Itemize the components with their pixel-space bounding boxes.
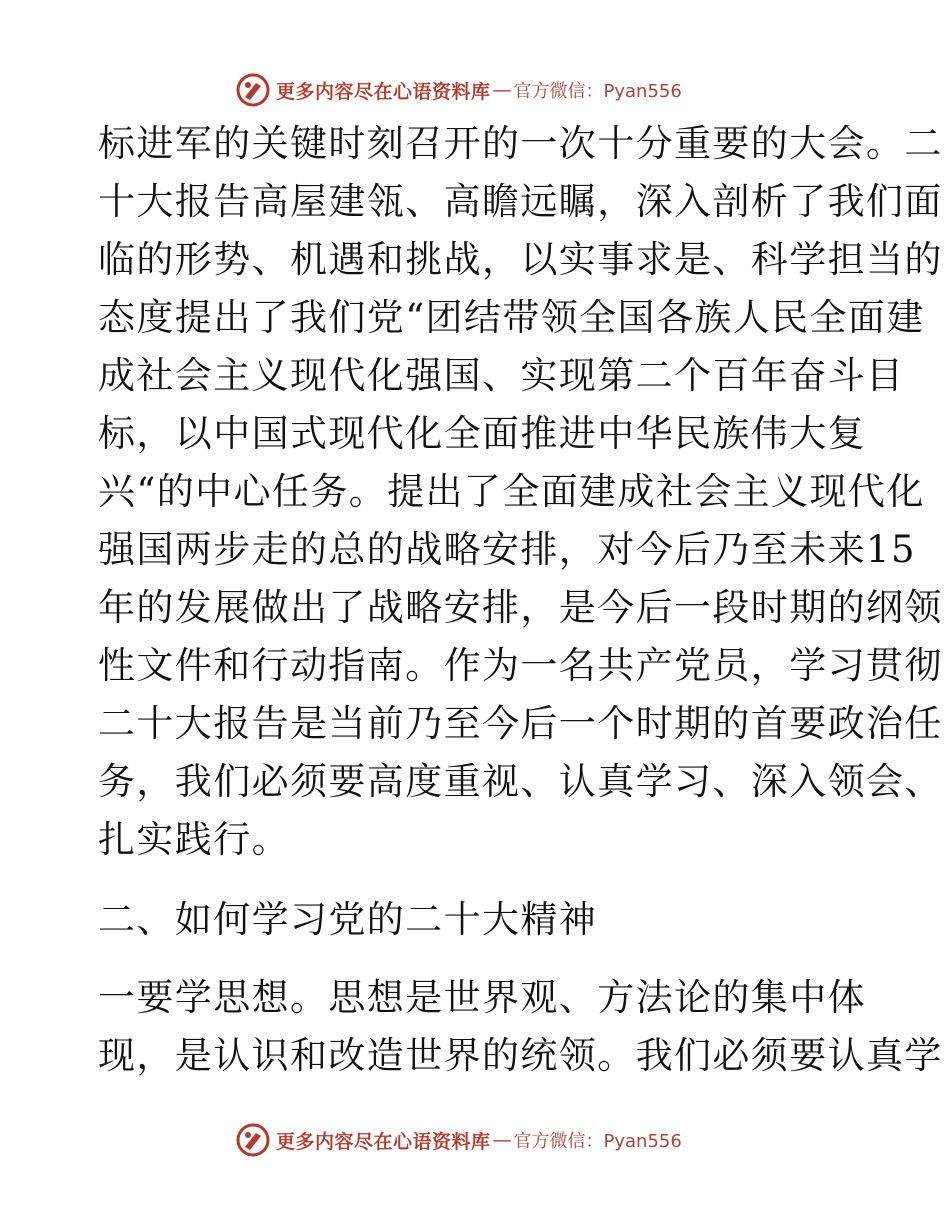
footer-separator: — <box>492 1129 512 1151</box>
para2-line-1: 一要学思想。思想是世界观、方法论的集中体 <box>98 976 866 1019</box>
body-line-10: 性文件和行动指南。作为一名共产党员，学习贯彻 <box>98 644 943 687</box>
header-separator: — <box>492 79 512 101</box>
brand-logo-icon <box>236 73 270 107</box>
body-line-13: 扎实践行。 <box>98 818 290 861</box>
body-line-7: 兴“的中心任务。提出了全面建成社会主义现代化 <box>98 470 925 513</box>
body-line-8: 强国两步走的总的战略安排，对今后乃至未来15 <box>98 528 916 571</box>
body-line-5: 成社会主义现代化强国、实现第二个百年奋斗目 <box>98 354 905 397</box>
footer-brand-text: 更多内容尽在心语资料库 <box>276 1130 491 1153</box>
header-wechat-id: 官方微信：Pyan556 <box>513 81 682 102</box>
brand-logo-icon <box>236 1123 270 1157</box>
header-watermark <box>236 72 682 108</box>
body-line-3: 临的形势、机遇和挑战，以实事求是、科学担当的 <box>98 238 943 281</box>
footer-wechat-id: 官方微信：Pyan556 <box>513 1131 682 1152</box>
header-brand-text: 更多内容尽在心语资料库 <box>276 80 491 103</box>
para2-line-2: 现，是认识和改造世界的统领。我们必须要认真学 <box>98 1034 943 1077</box>
section-heading: 二、如何学习党的二十大精神 <box>98 898 598 941</box>
body-line-9: 年的发展做出了战略安排，是今后一段时期的纲领 <box>98 586 943 629</box>
body-line-11: 二十大报告是当前乃至今后一个时期的首要政治任 <box>98 702 943 745</box>
footer-watermark <box>236 1122 682 1158</box>
body-line-6: 标，以中国式现代化全面推进中华民族伟大复 <box>98 412 866 455</box>
body-line-4: 态度提出了我们党“团结带领全国各族人民全面建 <box>98 296 925 339</box>
body-line-1: 标进军的关键时刻召开的一次十分重要的大会。二 <box>98 122 943 165</box>
body-line-12: 务，我们必须要高度重视、认真学习、深入领会、 <box>98 760 943 803</box>
body-line-2: 十大报告高屋建瓴、高瞻远瞩，深入剖析了我们面 <box>98 180 943 223</box>
